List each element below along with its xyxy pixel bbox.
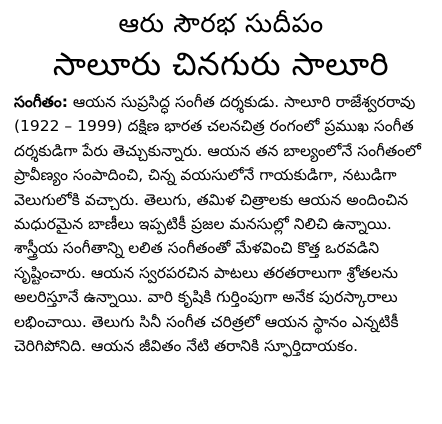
body-paragraph [14,90,428,358]
paragraph-text: ఆయన సుప్రసిద్ధ సంగీత దర్శకుడు. సాలూరి రాజేశ్వరరావు (1922 – 1999) దక్షిణ భారత చలనచిత్ర రంగంలో ప్రముఖ సంగీత దర్శకుడిగా పేరు తెచ్చుకున్నారు. ఆయన తన బాల్యంలోనే సంగీతంలో ప్రావీణ్యం సంపాదించి, చిన్న వయసులోనే గాయకుడిగా, నటుడిగా వెలుగులోకి వచ్చారు. తెలుగు, తమిళ చిత్రాలకు ఆయన అందించిన మధురమైన బాణీలు ఇప్పటికీ ప్రజల మనసుల్లో నిలిచి ఉన్నాయి. శాస్త్రీయ సంగీతాన్ని లలిత సంగీతంతో మేళవించి కొత్త ఒరవడిని సృష్టించారు. ఆయన స్వరపరచిన పాటలు తరతరాలుగా శ్రోతలను అలరిస్తూనే ఉన్నాయి. వారి కృషికి గుర్తింపుగా అనేక పురస్కారాలు లభించాయి. తెలుగు సినీ సంగీత చరిత్రలో ఆయన స్థానం ఎన్నటికీ చెరిగిపోనిది. ఆయన జీవితం నేటి తరానికి స్ఫూర్తిదాయకం. [14,93,421,356]
paragraph-lead: సంగీతం: [14,93,68,111]
page-title: సాలూరు చినగురు సాలూరి [52,45,390,83]
document-header [14,6,428,86]
series-heading: ఆరు సౌరభ సుదీపం [118,9,324,39]
